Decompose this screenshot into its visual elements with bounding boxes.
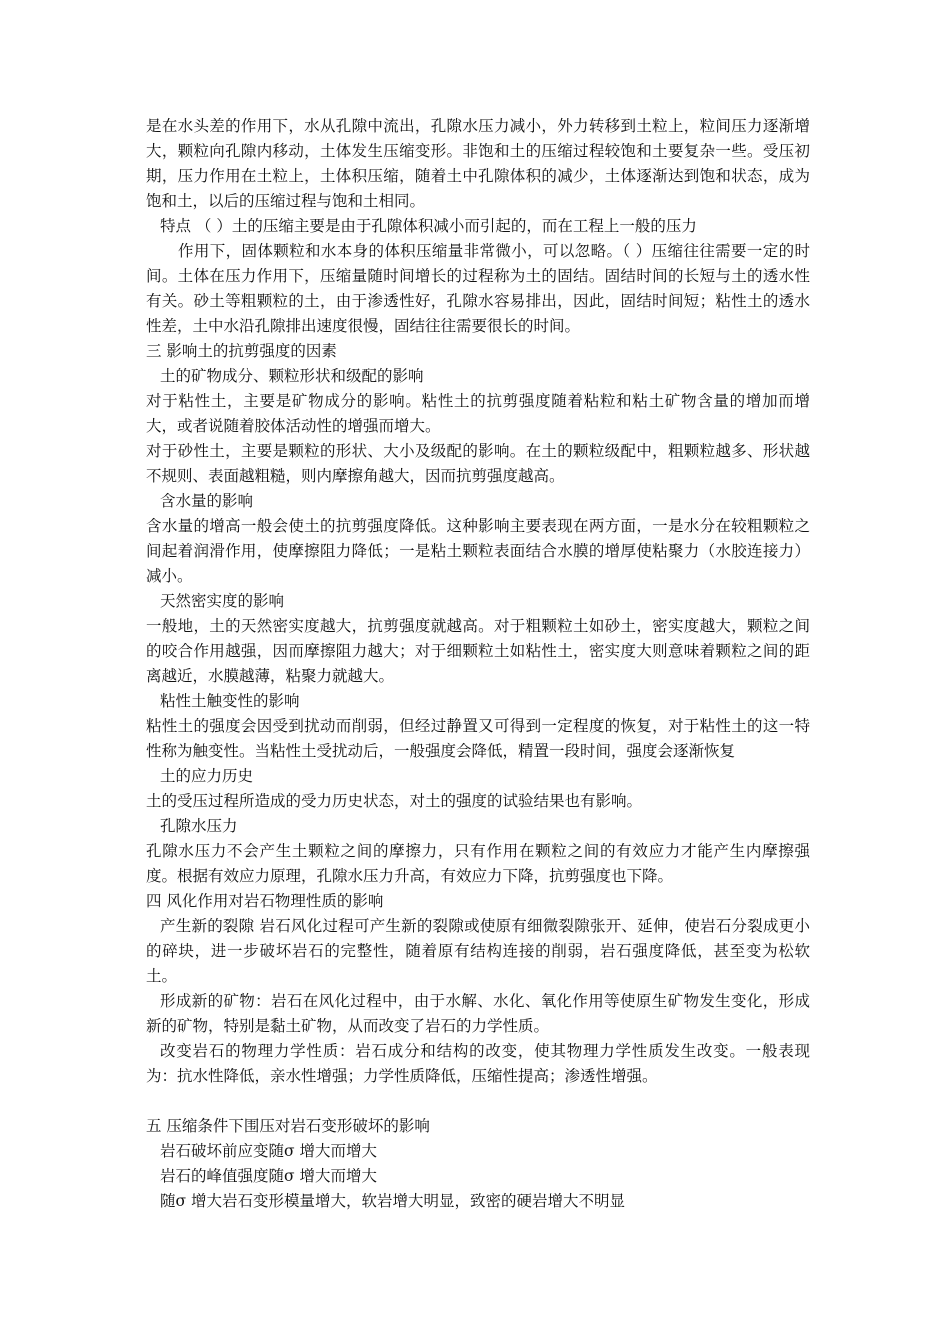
paragraph-characteristics-detail: 作用下，固体颗粒和水本身的体积压缩量非常微小，可以忽略。（ ）压缩往往需要一定的时间。土体在压力作用下，压缩量随时间增长的过程称为土的固结。固结时间的长短与土的透水性有关。砂土等粗颗粒的土，由于渗透性好，孔隙水容易排出，因此，固结时间短；粘性土的透水性差，土中水沿孔隙排出速度很慢，固结往往需要很长的时间。 (146, 242, 810, 335)
paragraph-compression-process: 是在水头差的作用下，水从孔隙中流出，孔隙水压力减小，外力转移到土粒上，粒间压力逐渐增大，颗粒向孔隙内移动，土体发生压缩变形。非饱和土的压缩过程较饱和土要复杂一些。受压初期，压力作用在土粒上，土体积压缩，随着土中孔隙体积的减少，土体逐渐达到饱和状态，成为饱和土，以后的压缩过程与饱和土相同。 (146, 117, 810, 210)
subheading-stress-history: 土的应力历史 (160, 767, 254, 785)
line-strain-before-failure: 岩石破坏前应变随σ 增大而增大 (160, 1142, 378, 1160)
section-weathering (146, 889, 810, 1089)
paragraph-clay-soil: 对于粘性土，主要是矿物成分的影响。粘性土的抗剪强度随着粘粒和粘土矿物含量的增加而增大，或者说随着胶体活动性的增强而增大。 (146, 392, 810, 435)
paragraph-stress-history: 土的受压过程所造成的受力历史状态，对土的强度的试验结果也有影响。 (146, 792, 643, 810)
paragraph-new-minerals: 形成新的矿物：岩石在风化过程中，由于水解、水化、氧化作用等使原生矿物发生变化，形成新的矿物，特别是黏土矿物，从而改变了岩石的力学性质。 (146, 992, 810, 1035)
subheading-thixotropy: 粘性土触变性的影响 (160, 692, 300, 710)
section-shear-strength (146, 339, 810, 889)
subheading-water-content: 含水量的影响 (160, 492, 254, 510)
subheading-mineral-composition: 土的矿物成分、颗粒形状和级配的影响 (160, 367, 424, 385)
paragraph-new-cracks: 产生新的裂隙 岩石风化过程可产生新的裂隙或使原有细微裂隙张开、延伸，使岩石分裂成更小的碎块，进一步破坏岩石的完整性，随着原有结构连接的削弱，岩石强度降低，甚至变为松软土。 (146, 917, 810, 985)
paragraph-density: 一般地，土的天然密实度越大，抗剪强度就越高。对于粗颗粒土如砂土，密实度越大，颗粒之间的咬合作用越强，因而摩擦阻力越大；对于细颗粒土如粘性土，密实度大则意味着颗粒之间的距离越近，水膜越薄，粘聚力就越大。 (146, 617, 810, 685)
heading-confining-pressure: 五 压缩条件下围压对岩石变形破坏的影响 (146, 1117, 430, 1135)
paragraph-water-content: 含水量的增高一般会使土的抗剪强度降低。这种影响主要表现在两方面，一是水分在较粗颗粒之间起着润滑作用，使摩擦阻力降低；一是粘土颗粒表面结合水膜的增厚使粘聚力（水胶连接力）减小。 (146, 517, 810, 585)
paragraph-sandy-soil: 对于砂性土，主要是颗粒的形状、大小及级配的影响。在土的颗粒级配中，粗颗粒越多、形状越不规则、表面越粗糙，则内摩擦角越大，因而抗剪强度越高。 (146, 442, 810, 485)
subheading-density: 天然密实度的影响 (160, 592, 285, 610)
heading-weathering: 四 风化作用对岩石物理性质的影响 (146, 892, 384, 910)
line-deformation-modulus: 随σ 增大岩石变形模量增大，软岩增大明显，致密的硬岩增大不明显 (160, 1192, 626, 1210)
line-peak-strength: 岩石的峰值强度随σ 增大而增大 (160, 1167, 378, 1185)
paragraph-characteristics-intro: 特点 （ ）土的压缩主要是由于孔隙体积减小而引起的，而在工程上一般的压力 (160, 217, 697, 235)
section-confining-pressure (146, 1114, 810, 1214)
heading-shear-strength-factors: 三 影响土的抗剪强度的因素 (146, 342, 337, 360)
paragraph-property-change: 改变岩石的物理力学性质：岩石成分和结构的改变，使其物理力学性质发生改变。一般表现为：抗水性降低，亲水性增强；力学性质降低，压缩性提高；渗透性增强。 (146, 1042, 810, 1085)
paragraph-pore-pressure: 孔隙水压力不会产生土颗粒之间的摩擦力，只有作用在颗粒之间的有效应力才能产生内摩擦强度。根据有效应力原理，孔隙水压力升高，有效应力下降，抗剪强度也下降。 (146, 842, 810, 885)
paragraph-thixotropy: 粘性土的强度会因受到扰动而削弱，但经过静置又可得到一定程度的恢复，对于粘性土的这一特性称为触变性。当粘性土受扰动后，一般强度会降低，精置一段时间，强度会逐渐恢复 (146, 717, 810, 760)
section-consolidation (146, 114, 810, 339)
subheading-pore-pressure: 孔隙水压力 (160, 817, 238, 835)
